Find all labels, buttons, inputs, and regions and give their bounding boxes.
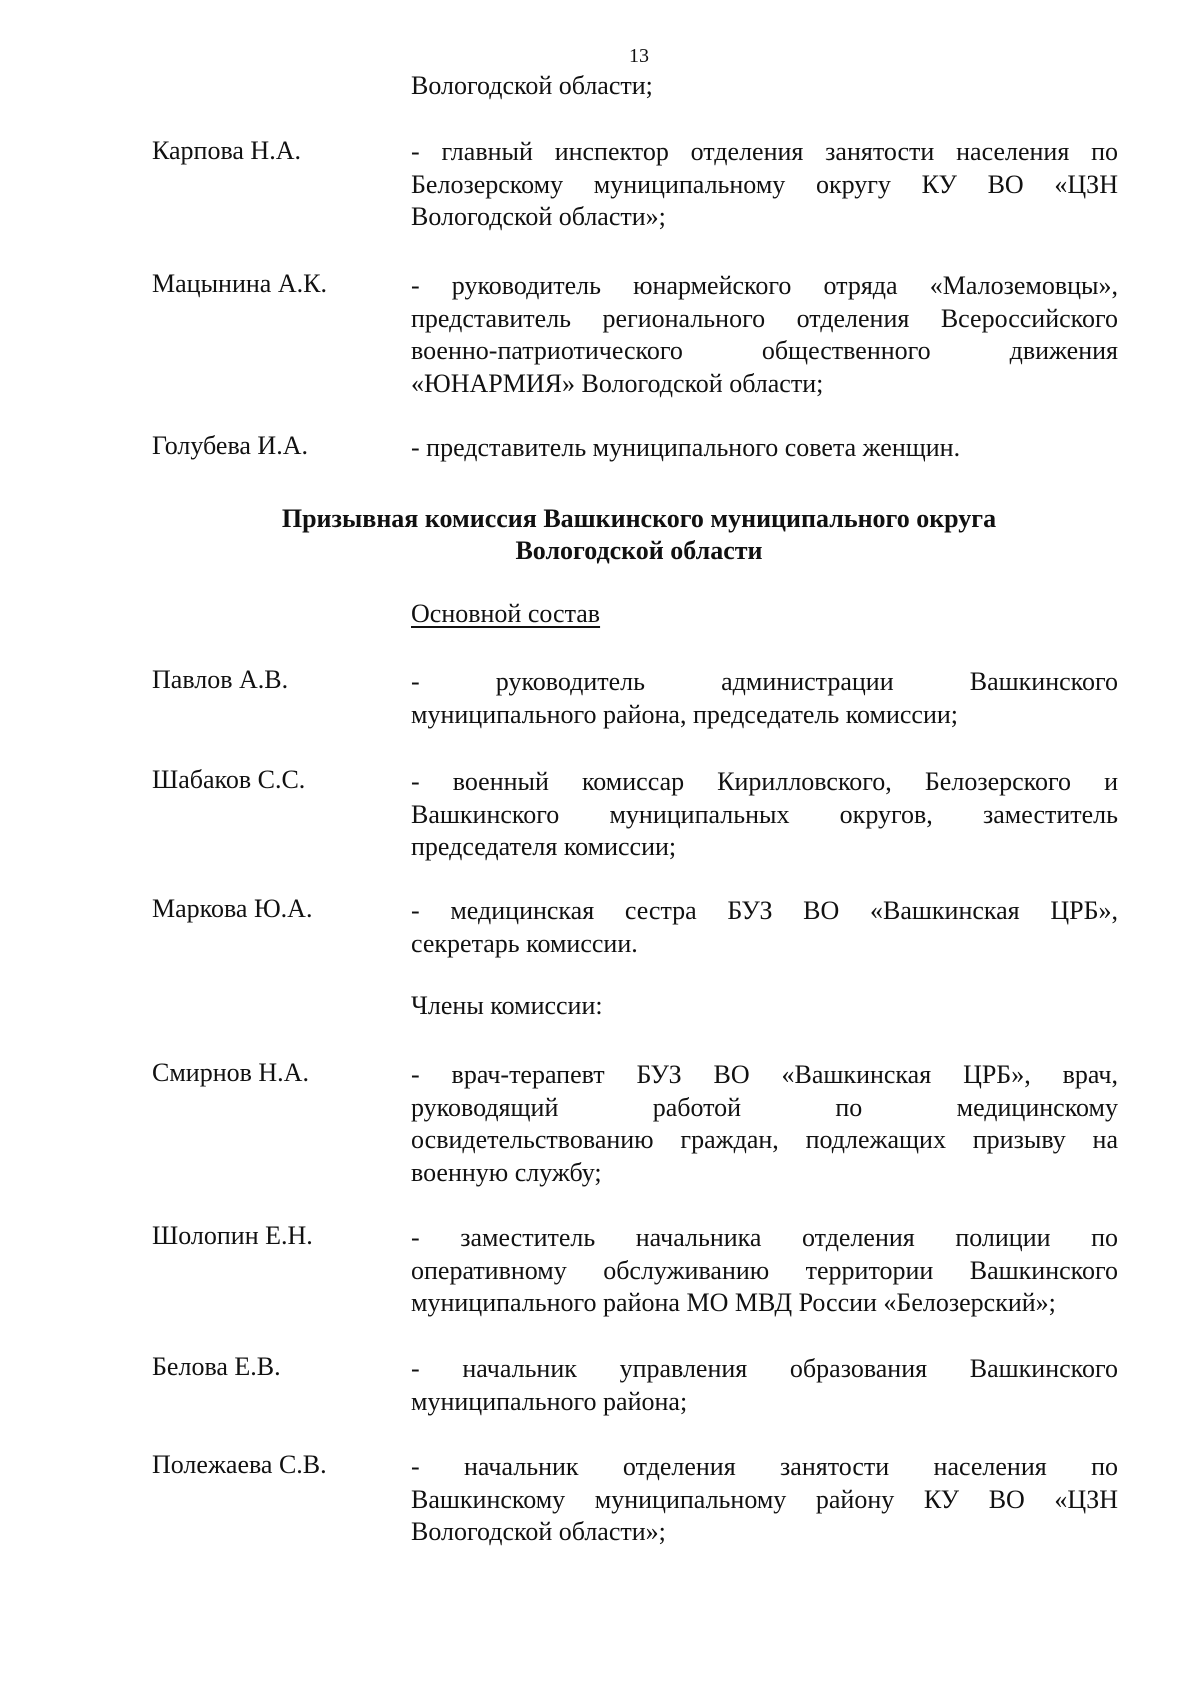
description-line: руководящий работой по медицинскому [411, 1092, 1118, 1122]
description-line: представитель регионального отделения Всероссийского [411, 303, 1118, 333]
description-line: - медицинская сестра БУЗ ВО «Вашкинская ЦРБ», [411, 896, 1118, 925]
member-name: Белова Е.В. [152, 1352, 281, 1381]
description-line: Вашкинского муниципальных округов, заместитель [411, 799, 1118, 829]
description-line: оперативному обслуживанию территории Вашкинского [411, 1255, 1118, 1285]
description-line: секретарь комиссии. [411, 928, 638, 958]
member-name: Полежаева С.В. [152, 1450, 327, 1479]
continuation-text: Вологодской области; [411, 71, 653, 100]
description-line: - главный инспектор отделения занятости населения по [411, 137, 1118, 166]
member-description [411, 1353, 1118, 1418]
description-line: Вологодской области»; [411, 202, 666, 231]
member-description [411, 1222, 1118, 1320]
member-name: Маркова Ю.А. [152, 894, 313, 923]
description-line: председателя комиссии; [411, 832, 677, 861]
member-name: Карпова Н.А. [152, 136, 301, 165]
member-description [411, 766, 1118, 864]
main-composition-label: Основной состав [411, 599, 601, 628]
member-description [411, 1059, 1118, 1189]
members-label: Члены комиссии: [411, 991, 603, 1020]
description-line: военную службу; [411, 1157, 602, 1187]
commission-heading-line-2: Вологодской области [515, 536, 763, 565]
member-description [411, 666, 1118, 731]
description-line: - военный комиссар Кирилловского, Белозерского и [411, 767, 1118, 796]
member-name: Мацынина А.К. [152, 269, 327, 298]
description-line: муниципального района; [411, 1386, 688, 1416]
description-line: Вашкинскому муниципальному району КУ ВО «ЦЗН [411, 1484, 1118, 1514]
page-number: 13 [629, 45, 649, 67]
commission-heading-line-1: Призывная комиссия Вашкинского муниципального округа [281, 504, 997, 533]
member-name: Голубева И.А. [152, 431, 308, 460]
member-description [411, 432, 1118, 465]
description-line: - заместитель начальника отделения полиции по [411, 1223, 1118, 1252]
description-line: Вологодской области»; [411, 1517, 666, 1546]
member-description [411, 270, 1118, 400]
description-line: - представитель муниципального совета женщин. [411, 433, 961, 462]
member-name: Шолопин Е.Н. [152, 1221, 313, 1250]
description-line: - начальник отделения занятости населения по [411, 1452, 1118, 1481]
description-line: «ЮНАРМИЯ» Вологодской области; [411, 368, 824, 398]
description-line: - руководитель юнармейского отряда «Малоземовцы», [411, 271, 1118, 300]
description-line: военно-патриотического общественного движения [411, 336, 1118, 365]
description-line: - врач-терапевт БУЗ ВО «Вашкинская ЦРБ», врач, [411, 1060, 1118, 1089]
description-line: - начальник управления образования Вашкинского [411, 1354, 1118, 1383]
description-line: освидетельствованию граждан, подлежащих призыву на [411, 1125, 1118, 1154]
description-line: Белозерскому муниципальному округу КУ ВО «ЦЗН [411, 169, 1118, 199]
member-name: Павлов А.В. [152, 665, 289, 694]
member-name: Смирнов Н.А. [152, 1058, 309, 1087]
member-description [411, 895, 1118, 960]
description-line: муниципального района МО МВД России «Белозерский»; [411, 1288, 1056, 1317]
member-name: Шабаков С.С. [152, 765, 306, 794]
member-description [411, 1451, 1118, 1549]
description-line: муниципального района, председатель комиссии; [411, 699, 959, 729]
description-line: - руководитель администрации Вашкинского [411, 667, 1118, 696]
member-description [411, 136, 1118, 234]
